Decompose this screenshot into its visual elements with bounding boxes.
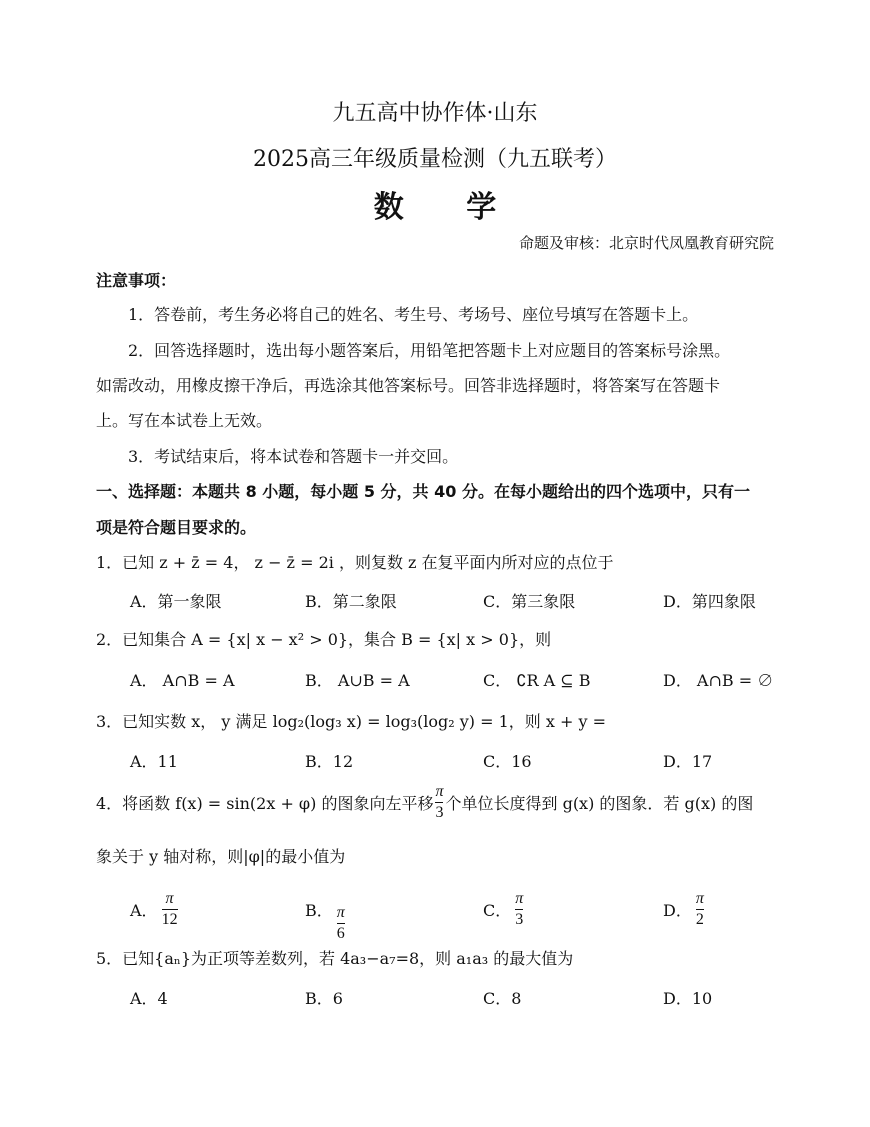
question-3-option-b: B．12 (305, 752, 354, 771)
option-label: D． (663, 901, 692, 920)
question-4-stem-part-b: 个单位长度得到 g(x) 的图象．若 g(x) 的图 (445, 794, 754, 813)
question-3-option-c: C．16 (483, 752, 532, 771)
exam-title-line1: 九五高中协作体·山东 (332, 101, 538, 126)
question-1-option-c: C．第三象限 (483, 592, 576, 611)
section-heading-line1: 一、选择题：本题共 8 小题，每小题 5 分，共 40 分。在每小题给出的四个选项中，只有一 (96, 482, 750, 501)
question-2-stem: 2．已知集合 A = {x| x − x² > 0}，集合 B = {x| x > 0}，则 (96, 630, 552, 649)
option-label: A． (130, 901, 158, 920)
notice-item-2-cont: 如需改动，用橡皮擦干净后，再选涂其他答案标号。回答非选择题时，将答案写在答题卡 (96, 376, 721, 395)
option-label: C． (483, 901, 512, 920)
numerator: π (336, 904, 345, 921)
question-1-stem: 1．已知 z + z̄ = 4， z − z̄ = 2i ，则复数 z 在复平面内所对应的点位于 (96, 553, 614, 572)
question-5-stem: 5．已知{aₙ}为正项等差数列，若 4a₃−a₇=8，则 a₁a₃ 的最大值为 (96, 949, 574, 968)
question-1-option-d: D．第四象限 (663, 592, 756, 611)
question-3-stem: 3．已知实数 x， y 满足 log₂(log₃ x) = log₃(log₂ y) = 1，则 x + y = (96, 712, 606, 731)
denominator: 12 (161, 911, 178, 928)
subject-title: 数 学 (373, 190, 523, 225)
question-2-option-c: C． ∁R A ⊆ B (483, 671, 591, 690)
numerator: π (165, 890, 174, 907)
question-4-stem-line1 (96, 783, 753, 822)
shift-denominator: 3 (435, 804, 444, 821)
question-4-stem-part-a: 4．将函数 f(x) = sin(2x + φ) 的图象向左平移 (96, 794, 434, 813)
question-4-option-a (130, 890, 178, 929)
question-2-option-a: A． A∩B = A (130, 671, 235, 690)
denominator: 2 (695, 911, 704, 928)
notice-title: 注意事项： (96, 271, 177, 290)
denominator: 6 (336, 925, 345, 942)
question-3-option-a: A．11 (130, 752, 178, 771)
question-4-shift-fraction (435, 783, 443, 822)
question-5-option-b: B．6 (305, 989, 343, 1008)
option-fraction (696, 890, 704, 929)
notice-item-1: 1．答卷前，考生务必将自己的姓名、考生号、考场号、座位号填写在答题卡上。 (128, 305, 699, 324)
question-2-option-b: B． A∪B = A (305, 671, 410, 690)
question-3-option-d: D．17 (663, 752, 713, 771)
notice-item-3: 3．考试结束后，将本试卷和答题卡一并交回。 (128, 447, 459, 466)
denominator: 3 (515, 911, 524, 928)
question-4-option-d (663, 890, 704, 929)
option-fraction (162, 890, 178, 929)
option-label: B． (305, 901, 333, 920)
author-line: 命题及审核：北京时代凤凰教育研究院 (518, 234, 774, 252)
question-2-option-d: D． A∩B = ∅ (663, 671, 774, 690)
notice-item-2: 2．回答选择题时，选出每小题答案后，用铅笔把答题卡上对应题目的答案标号涂黑。 (128, 341, 731, 360)
exam-title-line2: 2025高三年级质量检测（九五联考） (253, 147, 617, 172)
question-5-option-d: D．10 (663, 989, 713, 1008)
numerator: π (515, 890, 524, 907)
question-1-option-a: A．第一象限 (130, 592, 222, 611)
section-heading-line2: 项是符合题目要求的。 (96, 518, 257, 537)
numerator: π (695, 890, 704, 907)
shift-numerator: π (435, 783, 444, 800)
notice-item-2-end: 上。写在本试卷上无效。 (96, 411, 273, 430)
question-1-option-b: B．第二象限 (305, 592, 397, 611)
option-fraction (337, 904, 345, 943)
question-4-stem-line2: 象关于 y 轴对称，则|φ|的最小值为 (96, 847, 346, 866)
option-fraction (515, 890, 523, 929)
question-5-option-a: A．4 (130, 989, 168, 1008)
question-4-option-b (305, 890, 345, 943)
question-5-option-c: C．8 (483, 989, 522, 1008)
question-4-option-c (483, 890, 523, 929)
